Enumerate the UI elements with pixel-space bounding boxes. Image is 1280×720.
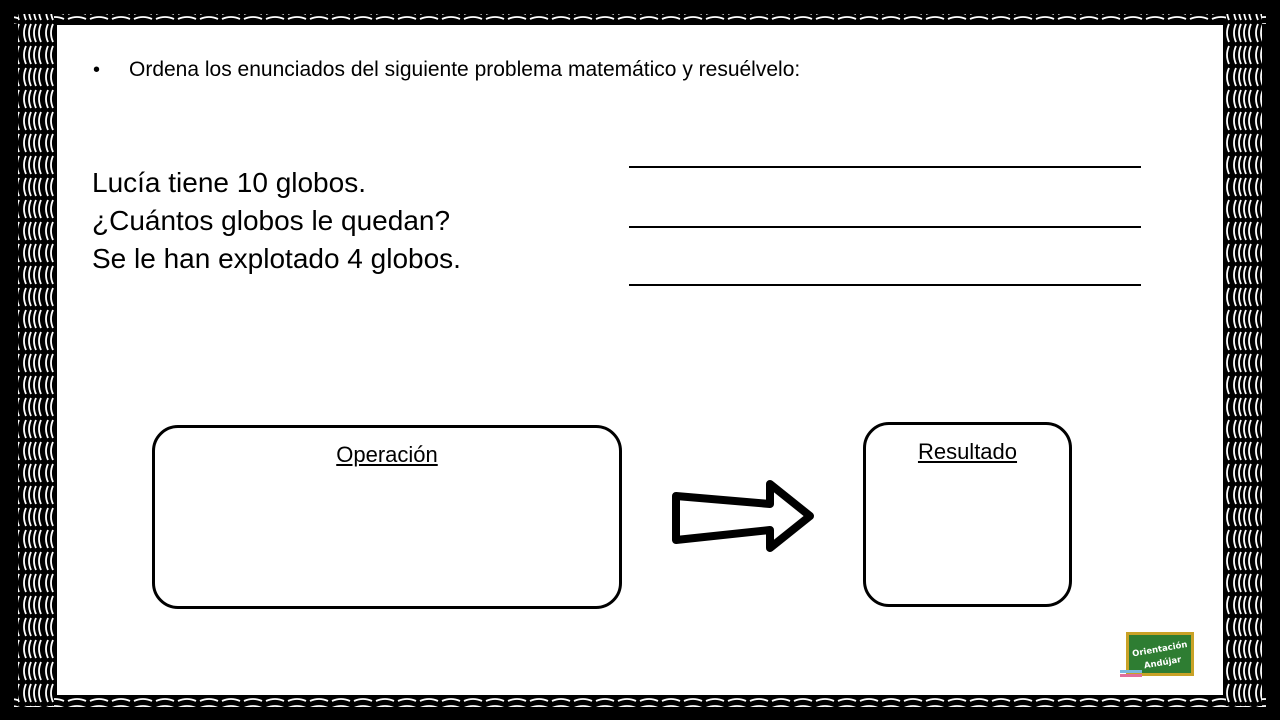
svg-text:Andújar: Andújar (1143, 654, 1183, 672)
problem-statements (92, 164, 461, 278)
instruction-text: Ordena los enunciados del siguiente problema matemático y resuélvelo: (129, 58, 801, 81)
orientacion-andujar-logo (1118, 630, 1196, 680)
result-box[interactable] (863, 422, 1072, 607)
answer-line-3[interactable] (629, 284, 1141, 286)
operation-label: Operación (336, 442, 438, 467)
operation-box[interactable] (152, 425, 622, 609)
answer-line-1[interactable] (629, 166, 1141, 168)
svg-text:Orientación: Orientación (1131, 639, 1189, 660)
statement-2: ¿Cuántos globos le quedan? (92, 205, 451, 236)
instruction-line (93, 58, 800, 82)
statement-1: Lucía tiene 10 globos. (92, 167, 366, 198)
answer-line-2[interactable] (629, 226, 1141, 228)
bullet-icon: • (93, 58, 101, 81)
right-arrow-outline-icon (668, 478, 818, 556)
result-label: Resultado (917, 439, 1018, 464)
statement-3: Se le han explotado 4 globos. (92, 243, 461, 274)
